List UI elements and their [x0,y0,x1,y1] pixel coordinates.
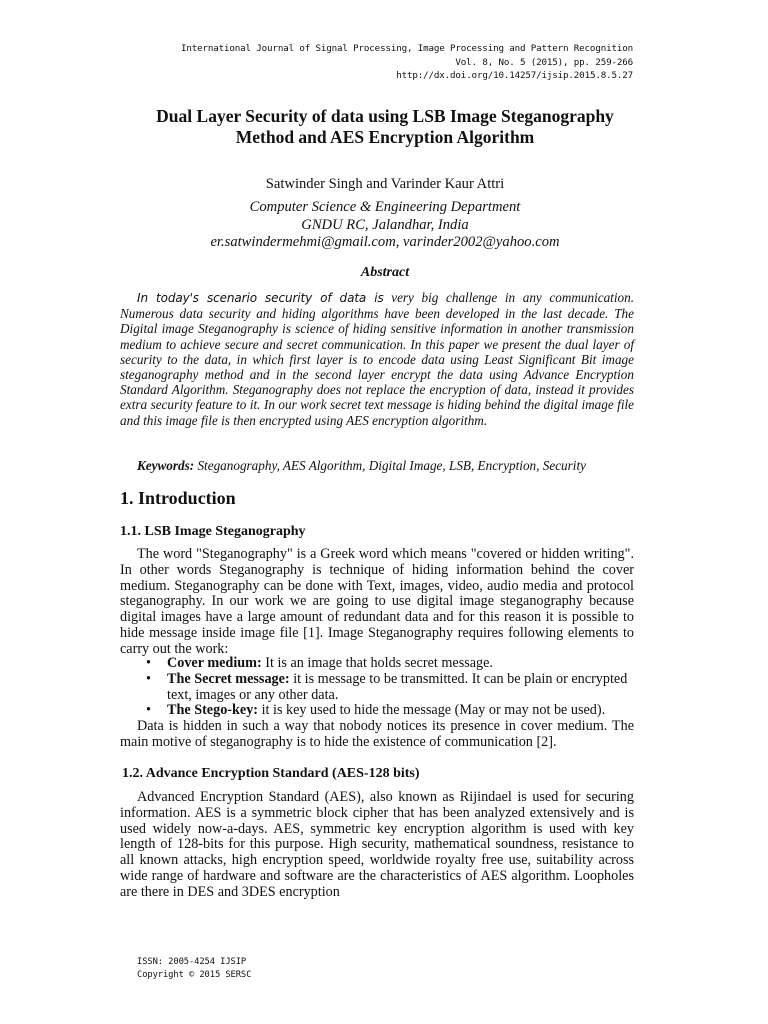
department: Computer Science & Engineering Department [249,199,521,215]
list-item [120,656,634,672]
keywords-label: Keywords: [137,458,195,473]
list-item [120,703,634,719]
bullet-icon: • [146,655,151,671]
keywords-value: Steganography, AES Algorithm, Digital Image, LSB, Encryption, Security [197,458,586,473]
keywords [137,458,637,474]
list-item [120,672,634,704]
journal-volume: Vol. 8, No. 5 (2015), pp. 259-266 [455,56,633,68]
list-item-label: Cover medium: [167,655,262,671]
list-item-label: The Secret message: [167,670,290,687]
elements-list [120,656,634,719]
title-line-1: Dual Layer Security of data using LSB Image Steganography [156,106,614,126]
journal-header [181,42,633,83]
subsection-heading-aes: 1.2. Advance Encryption Standard (AES-128 bits) [122,766,420,781]
authors: Satwinder Singh and Varinder Kaur Attri [265,176,505,192]
journal-name: International Journal of Signal Processing, Image Processing and Pattern Recognition [180,43,633,54]
bullet-icon: • [146,702,151,719]
issn: ISSN: 2005-4254 IJSIP [137,957,247,967]
institution: GNDU RC, Jalandhar, India [301,216,469,233]
list-item-text: it is key used to hide the message (May or may not be used). [258,702,606,719]
paragraph-lsb-conclusion: Data is hidden in such a way that nobody notices its presence in cover medium. The main motive of steganography is to hide the existence of communication [2]. [120,718,634,750]
subsection-heading-lsb: 1.1. LSB Image Steganography [120,524,306,539]
list-item-text: It is an image that holds secret message. [261,655,493,671]
list-item-text: it is message to be transmitted. It can be plain or encrypted text, images or any other data. [167,670,628,703]
paragraph-aes: Advanced Encryption Standard (AES), also known as Rijindael is used for securing information. AES is a symmetric block cipher that has been analyzed extensively and is used widely now-a-days. AES, symmetric key encryption algorithm is used with key length of 128-bits for this purpose. High security, mathematical soundness, resistance to all known attacks, high encryption speed, worldwide royalty free use, suitability across wide range of hardware and software are the characteristics of AES algorithm. Loopholes are there in DES and 3DES encryption [120,789,634,900]
page-footer [137,956,251,981]
copyright: Copyright © 2015 SERSC [137,969,252,980]
paper-title [120,106,650,148]
doi-link[interactable]: http://dx.doi.org/10.14257/ijsip.2015.8.5.27 [396,70,633,81]
abstract-heading: Abstract [360,265,410,280]
bullet-icon: • [146,670,151,687]
section-heading-introduction: 1. Introduction [120,488,236,508]
abstract-lead: In today's scenario security of data is [137,291,384,305]
paragraph-lsb-intro: The word "Steganography" is a Greek word which means "covered or hidden writing". In other words Steganography is technique of hiding information behind the cover medium. Steganography can be done with Text, images, video, audio media and protocol steganography. In our work we are going to use digital image steganography because digital images have a large amount of redundant data and for this reason it is possible to hide message inside image file [1]. Image Steganography requires following elements to carry out the work: [120,546,634,657]
affiliation [120,199,650,252]
list-item-label: The Stego-key: [167,702,259,719]
abstract-body [120,290,634,428]
abstract-text: very big challenge in any communication. Numerous data security and hiding algorithms have been developed in the last decade. The Digital image Steganography is science of hiding sensitive information in another transmission medium to achieve secure and secret communication. In this paper we present the dual layer of security to the data, in which first layer is to encode data using Least Significant Bit image steganography method and in the second layer encrypt the data using Advance Encryption Standard Algorithm. Steganography does not replace the encryption of data, instead it provides extra security feature to it. In our work secret text message is hiding behind the digital image file and this image file is then encrypted using AES encryption algorithm. [120,290,634,428]
title-line-2: Method and AES Encryption Algorithm [235,127,535,147]
emails[interactable]: er.satwindermehmi@gmail.com, varinder2002@yahoo.com [210,234,560,250]
